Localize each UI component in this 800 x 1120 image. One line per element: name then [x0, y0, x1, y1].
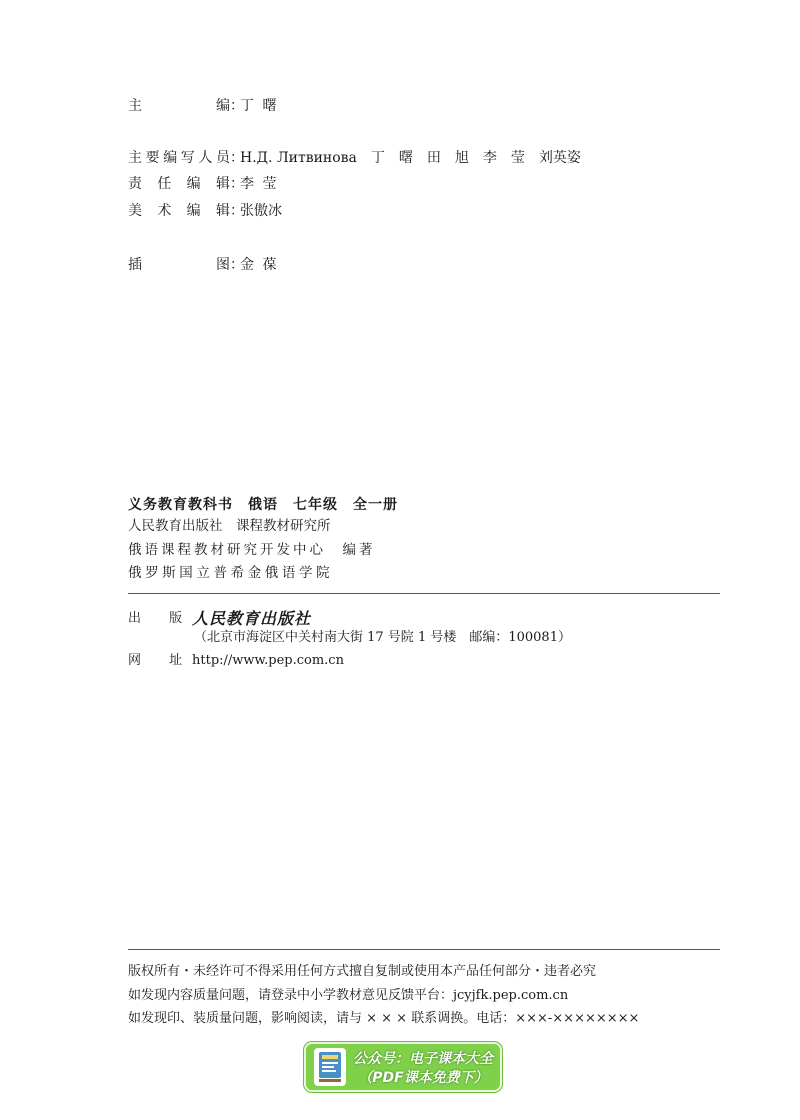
credit-value: 丁 曙: [240, 98, 279, 114]
publisher-label: 出 版: [128, 611, 195, 626]
badge-line-2: （PDF课本免费下）: [358, 1070, 488, 1086]
divider-top: [128, 593, 720, 594]
credit-value: 张傲冰: [240, 203, 282, 219]
credit-responsible-editor: 责任编辑：李 莹: [128, 176, 279, 192]
book-title: 义务教育教科书 俄语 七年级 全一册: [128, 497, 398, 513]
credit-value: 金 葆: [240, 257, 279, 273]
website-label: 网 址: [128, 653, 195, 668]
copyright-notice: 版权所有・未经许可不得采用任何方式擅自复制或使用本产品任何部分・违者必究: [128, 964, 597, 979]
book-author-3: 俄罗斯国立普希金俄语学院: [128, 565, 334, 581]
website-link[interactable]: http://www.pep.com.cn: [192, 653, 344, 668]
credit-chief-editor: 主编：丁 曙: [128, 98, 279, 114]
publisher-logo: 人民教育出版社: [192, 609, 312, 628]
credit-value: 李 莹: [240, 176, 279, 192]
credit-label: 美术编辑: [128, 203, 230, 219]
credit-art-editor: 美术编辑：张傲冰: [128, 203, 282, 219]
credit-writers: 主要编写人员：Н.Д. Литвинова 丁 曙 田 旭 李 莹 刘英姿: [128, 150, 581, 166]
credit-label: 主编: [128, 98, 230, 114]
badge-line-1: 公众号：电子课本大全: [353, 1051, 493, 1067]
feedback-notice: 如发现内容质量问题，请登录中小学教材意见反馈平台：jcyjfk.pep.com.cn: [128, 988, 569, 1003]
credit-illustrator: 插图：金 葆: [128, 257, 279, 273]
credit-label: 责任编辑: [128, 176, 230, 192]
watermark-badge: [304, 1042, 502, 1092]
credit-label: 插图: [128, 257, 230, 273]
credit-label: 主要编写人员: [128, 150, 230, 166]
divider-bottom: [128, 949, 720, 950]
credit-value: Н.Д. Литвинова 丁 曙 田 旭 李 莹 刘英姿: [240, 150, 581, 166]
book-icon: [314, 1048, 346, 1086]
book-author-2: 俄语课程教材研究开发中心 编著: [128, 542, 376, 558]
publisher-address: （北京市海淀区中关村南大街 17 号院 1 号楼 邮编：100081）: [194, 630, 571, 645]
print-quality-notice: 如发现印、装质量问题，影响阅读，请与 × × × 联系调换。电话：×××-××××××××: [128, 1011, 640, 1026]
book-author-1: 人民教育出版社 课程教材研究所: [128, 518, 331, 534]
